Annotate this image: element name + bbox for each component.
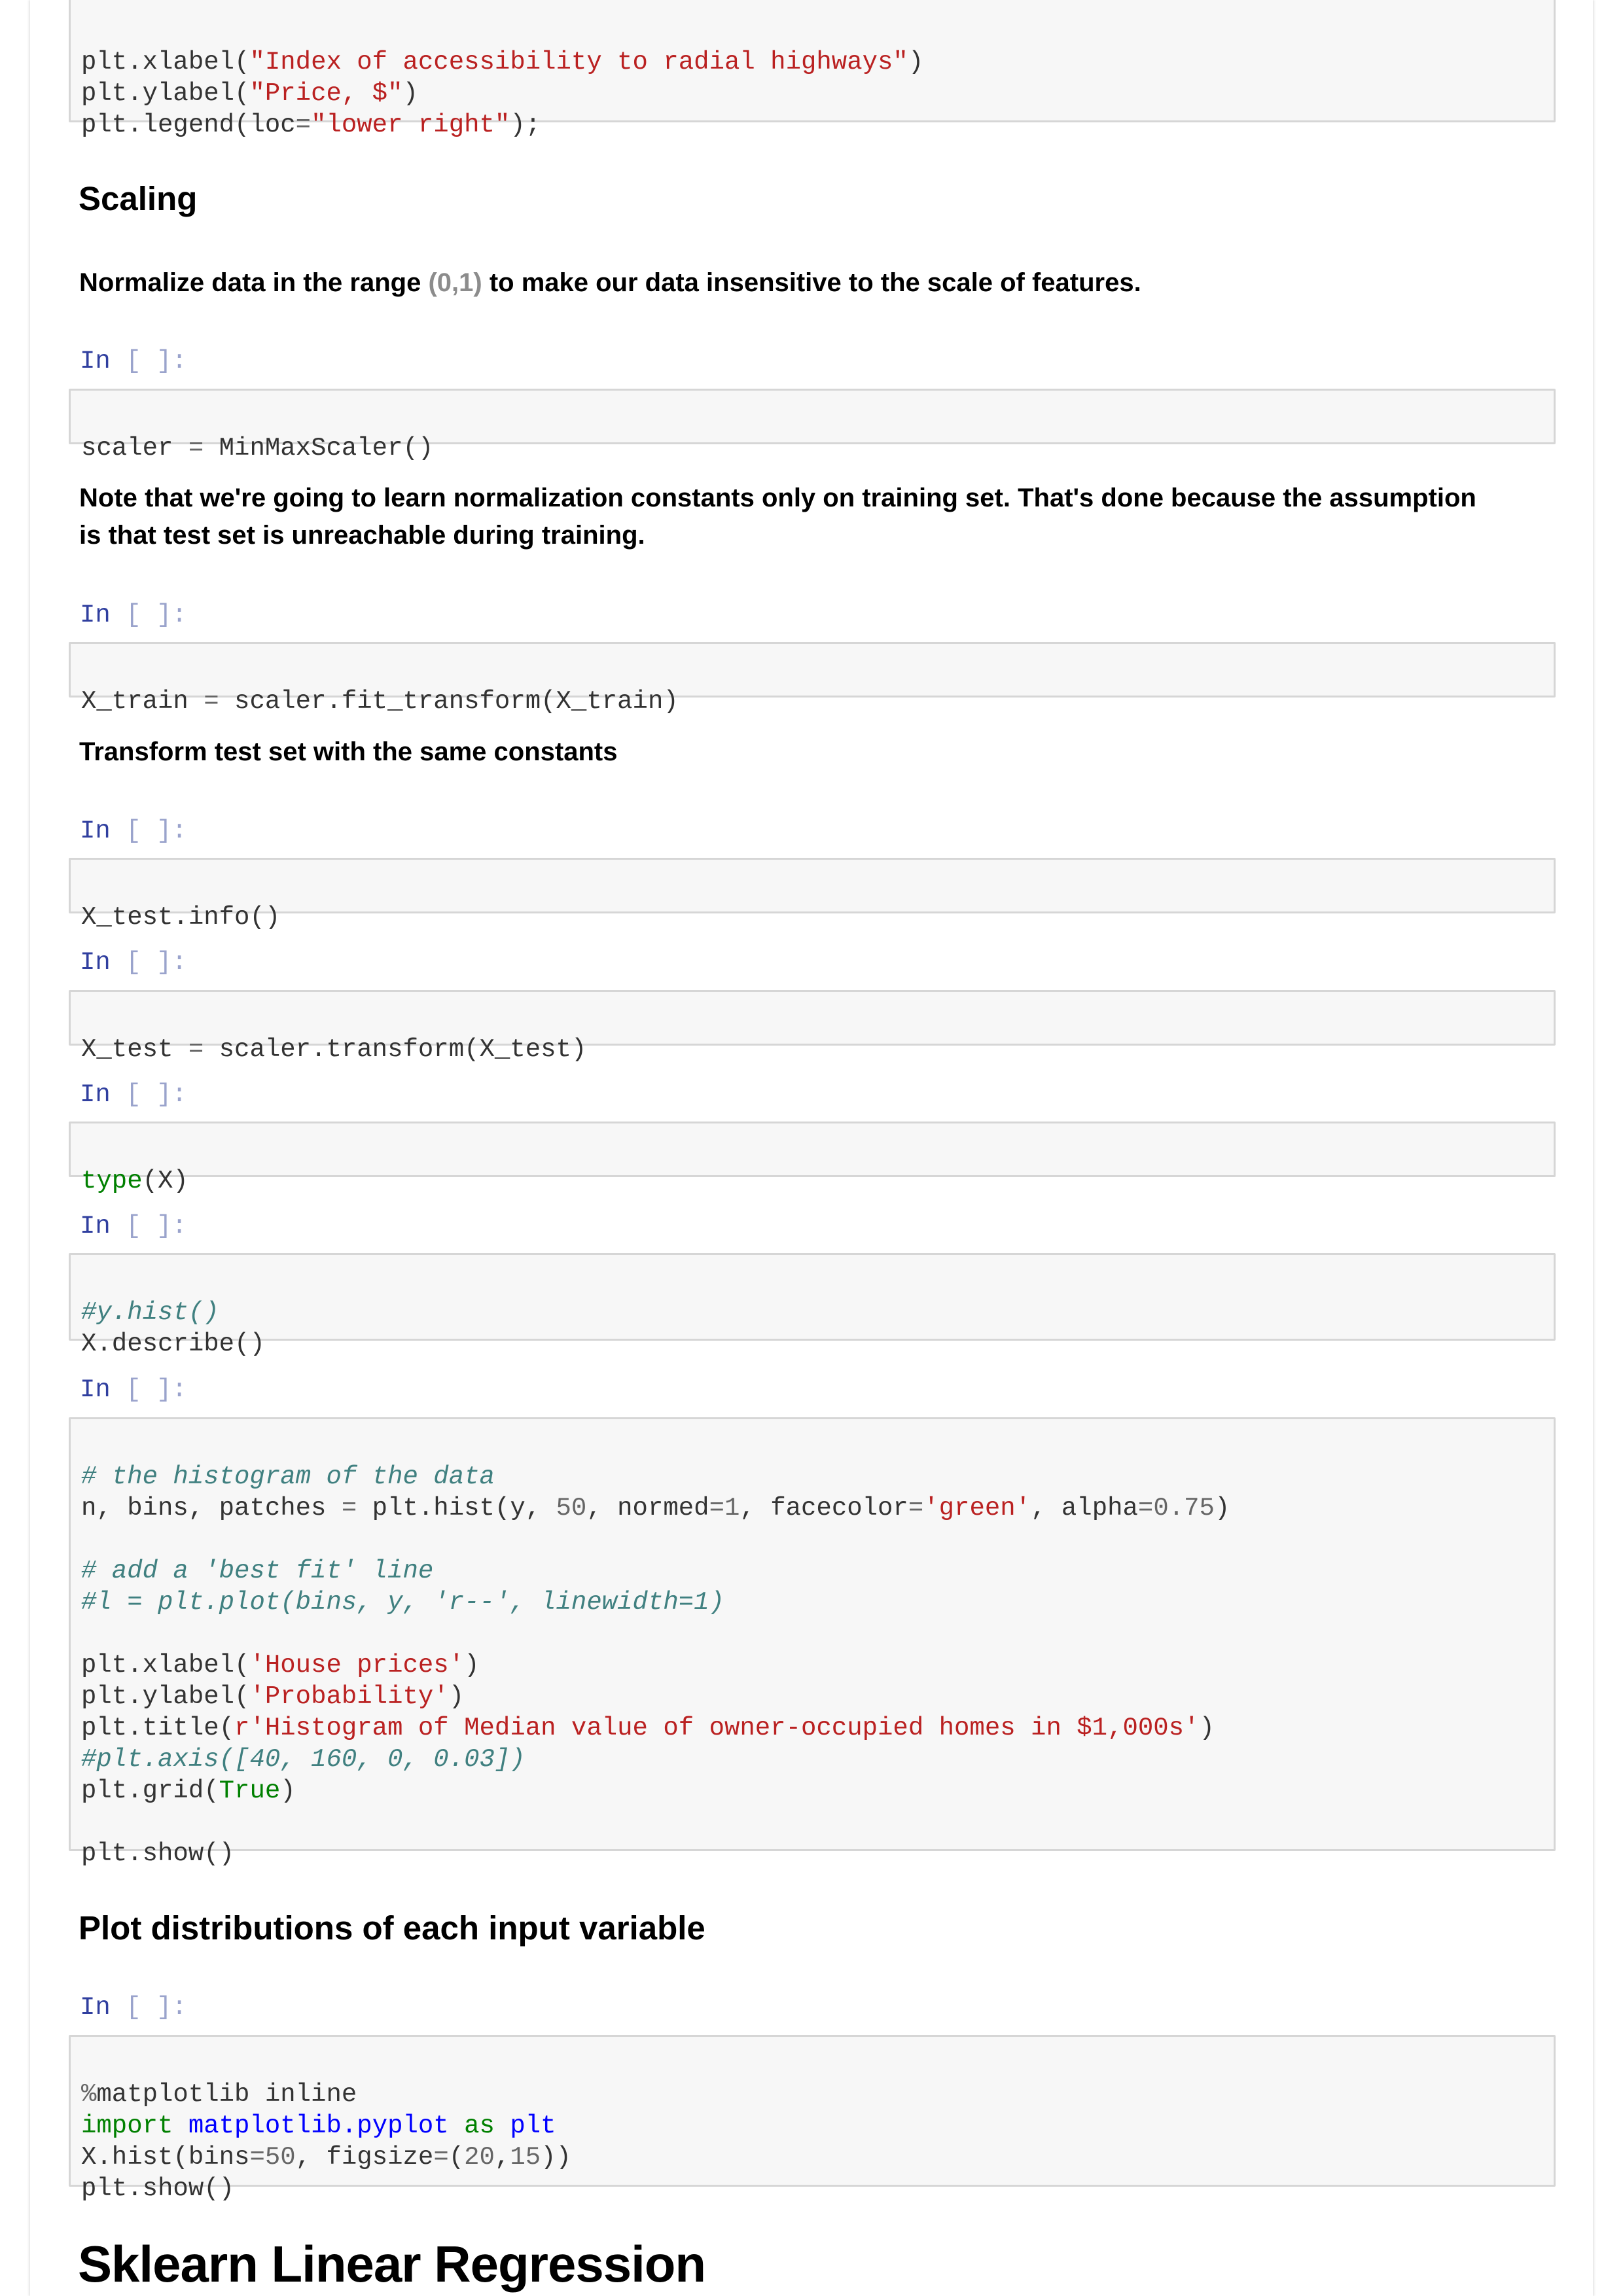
input-prompt: In [ ]: bbox=[80, 1993, 187, 2022]
code-line: plt.grid(True) bbox=[81, 1776, 296, 1805]
markdown-normalize-text: Normalize data in the range (0,1) to make our data insensitive to the scale of features. bbox=[79, 268, 1141, 297]
input-prompt: In [ ]: bbox=[80, 347, 187, 376]
code-line: plt.title(r'Histogram of Median value of owner-occupied homes in $1,000s') bbox=[81, 1714, 1215, 1742]
code-line: plt.show() bbox=[81, 2174, 235, 2203]
code-cell-hist-all[interactable] bbox=[69, 2035, 1556, 2203]
input-prompt: In [ ]: bbox=[80, 1375, 187, 1404]
code-line: scaler = MinMaxScaler() bbox=[81, 434, 434, 463]
section-heading-plot-distributions: Plot distributions of each input variable bbox=[79, 1909, 705, 1947]
blank-line bbox=[81, 1524, 1554, 1555]
markdown-note-text: Note that we're going to learn normalization constants only on training set. That's done because the assumption is that test set is unreachable during training. bbox=[79, 484, 1476, 550]
code-comment: #l = plt.plot(bins, y, 'r--', linewidth=1) bbox=[81, 1588, 724, 1617]
code-comment: # the histogram of the data bbox=[81, 1462, 495, 1491]
code-line: plt.show() bbox=[81, 1839, 235, 1868]
input-prompt: In [ ]: bbox=[80, 1080, 187, 1109]
code-line: plt.xlabel("Index of accessibility to radial highways") bbox=[81, 48, 924, 77]
code-line: plt.xlabel('House prices') bbox=[81, 1651, 480, 1680]
code-line: plt.ylabel("Price, $") bbox=[81, 79, 418, 108]
code-cell-scaler[interactable] bbox=[69, 389, 1556, 463]
input-prompt: In [ ]: bbox=[80, 601, 187, 629]
input-prompt: In [ ]: bbox=[80, 948, 187, 977]
code-line: n, bins, patches = plt.hist(y, 50, normed=1, facecolor='green', alpha=0.75) bbox=[81, 1494, 1230, 1523]
input-prompt: In [ ]: bbox=[80, 1212, 187, 1241]
code-line: plt.legend(loc="lower right"); bbox=[81, 111, 541, 139]
input-prompt: In [ ]: bbox=[80, 817, 187, 845]
code-cell-test-transform[interactable] bbox=[69, 990, 1556, 1064]
code-cell-histogram[interactable] bbox=[69, 1417, 1556, 1868]
code-line: %matplotlib inline bbox=[81, 2080, 357, 2109]
code-line: X_train = scaler.fit_transform(X_train) bbox=[81, 687, 679, 716]
code-line: import matplotlib.pyplot as plt bbox=[81, 2111, 556, 2140]
code-comment: # add a 'best fit' line bbox=[81, 1557, 434, 1585]
section-heading-sklearn: Sklearn Linear Regression bbox=[78, 2235, 706, 2293]
markdown-transform-text: Transform test set with the same constants bbox=[79, 737, 618, 766]
blank-line bbox=[81, 1618, 1554, 1650]
code-cell-test-info[interactable] bbox=[69, 858, 1556, 932]
section-heading-scaling: Scaling bbox=[79, 180, 198, 217]
code-line: type(X) bbox=[81, 1167, 188, 1195]
blank-line bbox=[81, 1807, 1554, 1838]
code-cell-fit-transform[interactable] bbox=[69, 642, 1556, 716]
code-comment: #y.hist() bbox=[81, 1298, 219, 1327]
code-line: X_test.info() bbox=[81, 903, 281, 932]
code-cell-legend[interactable] bbox=[69, 0, 1556, 139]
code-line: X_test = scaler.transform(X_test) bbox=[81, 1035, 587, 1064]
code-comment: #plt.axis([40, 160, 0, 0.03]) bbox=[81, 1745, 526, 1774]
code-line: X.hist(bins=50, figsize=(20,15)) bbox=[81, 2143, 571, 2172]
code-cell-describe[interactable] bbox=[69, 1253, 1556, 1358]
code-line: plt.ylabel('Probability') bbox=[81, 1682, 465, 1711]
code-line: X.describe() bbox=[81, 1330, 265, 1358]
code-cell-type[interactable] bbox=[69, 1122, 1556, 1195]
